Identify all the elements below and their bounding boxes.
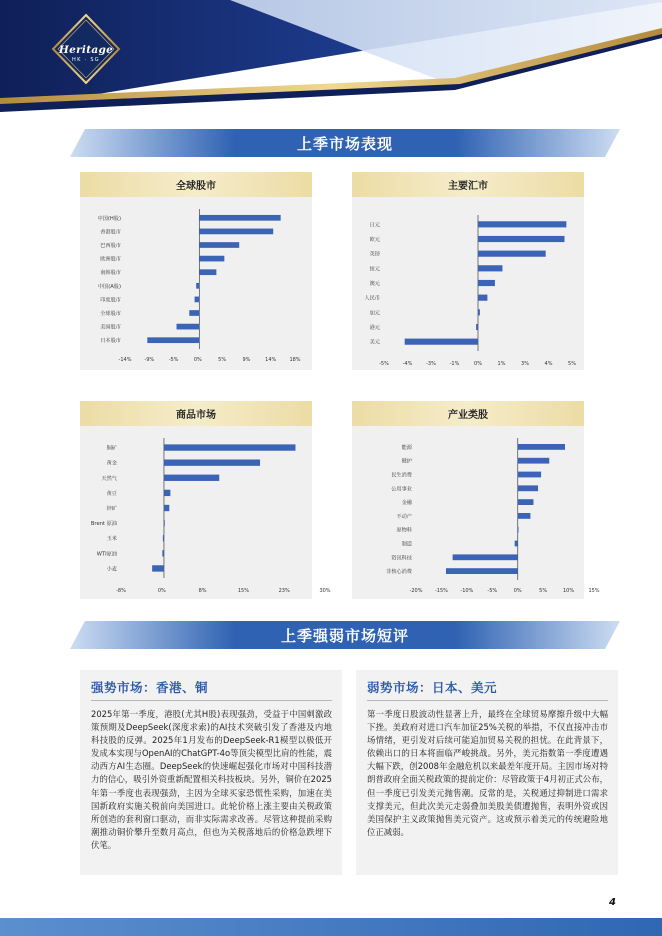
category-label: 非核心消费 bbox=[386, 569, 412, 576]
section-title: 上季强弱市场短评 bbox=[280, 626, 409, 645]
bar bbox=[518, 513, 531, 519]
category-label: Brent 原油 bbox=[90, 521, 117, 528]
strong-market-body: 2025年第一季度，港股(尤其H股)表现强劲，受益于中国刺激政策预期及DeepSeek(深度求索)的AI技术突破引发了香港及内地科技股的反弹。2025年1月发布的DeepSeek-R1模型以极低开发成本实现与OpenAI的ChatGPT-4o等顶尖模型比肩的性能，震动西方AI生态圈。DeepSeek的快速崛起强化市场对中国科技潜力的信心，吸引外资重新配置相关科技板块。另外，铜价在2025年第一季度也表现强劲，主因为全球买家恐慌性采购，加速在美国新政府实施关税前向美国进口。此轮价格上涨主要由关税政策所创造的套利窗口驱动，而非实际需求改善。尽管这种提前采购潮推动铜价攀升至数月高点，但也为关税落地后的价格急跌埋下伏笔。 bbox=[91, 709, 332, 850]
tick-label: 3% bbox=[521, 361, 529, 367]
bar bbox=[453, 554, 518, 560]
bar bbox=[199, 242, 239, 248]
page-header bbox=[0, 0, 662, 120]
chart-global-equities bbox=[80, 197, 312, 370]
category-label: 玉米 bbox=[106, 536, 117, 543]
strong-market-title: 强势市场：香港、铜 bbox=[91, 678, 332, 701]
bar bbox=[518, 444, 565, 450]
category-label: 铜矿 bbox=[106, 445, 117, 452]
bar bbox=[189, 310, 199, 316]
weak-market-body: 第一季度日股波动性显著上升，最终在全球贸易摩擦升级中大幅下挫。美政府对进口汽车加征25%关税的举措，不仅直接冲击市场情绪，更引发对后续可能追加贸易关税的担忧。在此背景下，依赖出口的日本将面临严峻挑战。另外，美元指数第一季度遭遇大幅下跌，创2008年金融危机以来最差年度开局。主因市场对特朗普政府全面关税政策的提前定价：尽管政策于4月初正式公布，但一季度已引发美元抛售潮。反常的是，关税通过抑制进口需求支撑美元，但此次美元走弱叠加美股美债遭抛售，表明外资或因美国保护主义政策抛售美元资产。这或预示着美元的传统避险地位正减弱。 bbox=[367, 709, 608, 837]
bar bbox=[478, 295, 487, 301]
bar bbox=[478, 309, 480, 315]
bar bbox=[476, 324, 478, 330]
chart-title: 产业类股 bbox=[352, 401, 584, 426]
category-label: 民生消费 bbox=[391, 472, 412, 479]
tick-label: 15% bbox=[237, 588, 249, 594]
bar bbox=[518, 472, 541, 478]
category-label: 香港股市 bbox=[100, 229, 121, 236]
chart-major-fx bbox=[352, 197, 584, 370]
bar bbox=[195, 297, 200, 303]
category-label: 加元 bbox=[369, 310, 380, 317]
chart-sectors bbox=[352, 426, 600, 599]
category-label: 黄金 bbox=[106, 460, 117, 467]
tick-label: 0% bbox=[157, 588, 166, 594]
tick-label: 4% bbox=[544, 361, 553, 367]
bar bbox=[152, 565, 164, 571]
bar bbox=[518, 527, 519, 533]
category-label: 人民币 bbox=[364, 295, 380, 302]
category-label: 欧元 bbox=[369, 237, 380, 243]
category-label: 小麦 bbox=[106, 566, 117, 573]
bar bbox=[405, 339, 478, 345]
tick-label: 5% bbox=[539, 588, 548, 594]
tick-label: -5% bbox=[379, 361, 389, 367]
bar bbox=[518, 458, 550, 464]
brand-name: Heritage bbox=[58, 44, 114, 56]
bar bbox=[164, 520, 165, 526]
bar bbox=[478, 280, 495, 286]
bar bbox=[164, 490, 170, 496]
tick-label: -5% bbox=[487, 588, 498, 594]
category-label: 公用事业 bbox=[391, 486, 412, 493]
tick-label: 5% bbox=[218, 357, 227, 363]
tick-label: 14% bbox=[265, 357, 277, 363]
strong-market-box bbox=[80, 670, 342, 875]
tick-label: -4% bbox=[402, 361, 413, 367]
tick-label: 8% bbox=[198, 588, 207, 594]
bar bbox=[164, 459, 260, 465]
category-label: 健护 bbox=[401, 458, 412, 465]
bar bbox=[518, 499, 534, 505]
tick-label: 10% bbox=[563, 588, 575, 594]
category-label: WTI原油 bbox=[96, 551, 117, 558]
weak-market-box bbox=[356, 670, 618, 875]
category-label: 英镑 bbox=[369, 251, 380, 258]
brand-logo bbox=[38, 44, 134, 63]
bar bbox=[478, 251, 546, 257]
section-title: 上季市场表现 bbox=[296, 134, 393, 153]
bar bbox=[446, 568, 518, 574]
bar bbox=[162, 550, 164, 556]
category-label: 澳元 bbox=[369, 281, 380, 287]
bar bbox=[164, 444, 296, 450]
tick-label: -14% bbox=[118, 357, 132, 363]
bar bbox=[164, 475, 219, 481]
tick-label: -3% bbox=[426, 361, 436, 367]
bar bbox=[199, 229, 273, 235]
bar bbox=[163, 535, 164, 541]
tick-label: 5% bbox=[568, 361, 576, 367]
tick-label: 30% bbox=[319, 588, 331, 594]
page-number: 4 bbox=[609, 897, 616, 908]
bar bbox=[478, 265, 502, 271]
category-label: 黄豆 bbox=[106, 490, 117, 497]
category-label: 中国(H股) bbox=[97, 215, 121, 222]
category-label: 美国股市 bbox=[100, 324, 121, 331]
bar bbox=[518, 485, 538, 491]
tick-label: 0% bbox=[474, 361, 482, 367]
brand-sub: HK · SG bbox=[72, 57, 100, 63]
bar bbox=[196, 283, 199, 289]
category-label: 不动产 bbox=[396, 513, 412, 520]
bar bbox=[478, 236, 564, 242]
category-label: 中国(A股) bbox=[97, 283, 121, 290]
category-label: 天然气 bbox=[101, 475, 117, 482]
tick-label: -10% bbox=[460, 588, 474, 594]
tick-label: -9% bbox=[144, 357, 155, 363]
bar bbox=[164, 505, 169, 511]
bar bbox=[515, 541, 518, 547]
tick-label: -5% bbox=[168, 357, 179, 363]
category-label: 日本股市 bbox=[100, 338, 121, 345]
chart-panel-commodities bbox=[80, 401, 331, 599]
page-footer-bar bbox=[0, 918, 662, 936]
bar bbox=[199, 269, 216, 275]
category-label: 美元 bbox=[369, 339, 380, 346]
section-banner-market-review bbox=[70, 123, 620, 163]
category-label: 锌矿 bbox=[106, 506, 117, 512]
bar bbox=[177, 324, 200, 330]
category-label: 港元 bbox=[369, 325, 380, 331]
chart-title: 商品市场 bbox=[80, 401, 312, 426]
bar bbox=[199, 256, 224, 262]
category-label: 巴西股市 bbox=[100, 243, 121, 249]
chart-title: 全球股市 bbox=[80, 172, 312, 197]
tick-label: 0% bbox=[193, 357, 202, 363]
category-label: 纽元 bbox=[369, 266, 380, 273]
tick-label: 23% bbox=[278, 588, 290, 594]
tick-label: 1% bbox=[497, 361, 506, 367]
tick-label: -1% bbox=[449, 361, 460, 367]
category-label: 南韩股市 bbox=[100, 270, 121, 277]
category-label: 金融 bbox=[401, 500, 412, 507]
category-label: 日元 bbox=[369, 222, 380, 229]
category-label: 印度股市 bbox=[100, 297, 121, 304]
category-label: 制造 bbox=[401, 541, 412, 548]
category-label: 原物料 bbox=[396, 527, 412, 534]
tick-label: 18% bbox=[289, 357, 301, 363]
category-label: 全球股市 bbox=[100, 311, 121, 317]
tick-label: 15% bbox=[588, 588, 600, 594]
bar bbox=[199, 215, 280, 221]
tick-label: -15% bbox=[434, 588, 448, 594]
tick-label: 9% bbox=[242, 357, 251, 363]
category-label: 能源 bbox=[401, 444, 412, 451]
weak-market-title: 弱势市场：日本、美元 bbox=[367, 678, 608, 701]
category-label: 资讯科技 bbox=[391, 555, 412, 562]
tick-label: -8% bbox=[116, 588, 126, 594]
bar bbox=[147, 337, 199, 343]
chart-panel-major-fx bbox=[352, 172, 584, 370]
section-banner-strong-weak bbox=[70, 615, 620, 655]
chart-commodities bbox=[80, 426, 331, 599]
chart-panel-global-equities bbox=[80, 172, 312, 370]
chart-title: 主要汇市 bbox=[352, 172, 584, 197]
tick-label: 0% bbox=[513, 588, 522, 594]
category-label: 欧洲股市 bbox=[100, 256, 121, 263]
bar bbox=[478, 221, 566, 227]
chart-panel-sectors bbox=[352, 401, 600, 599]
tick-label: -20% bbox=[409, 588, 423, 594]
